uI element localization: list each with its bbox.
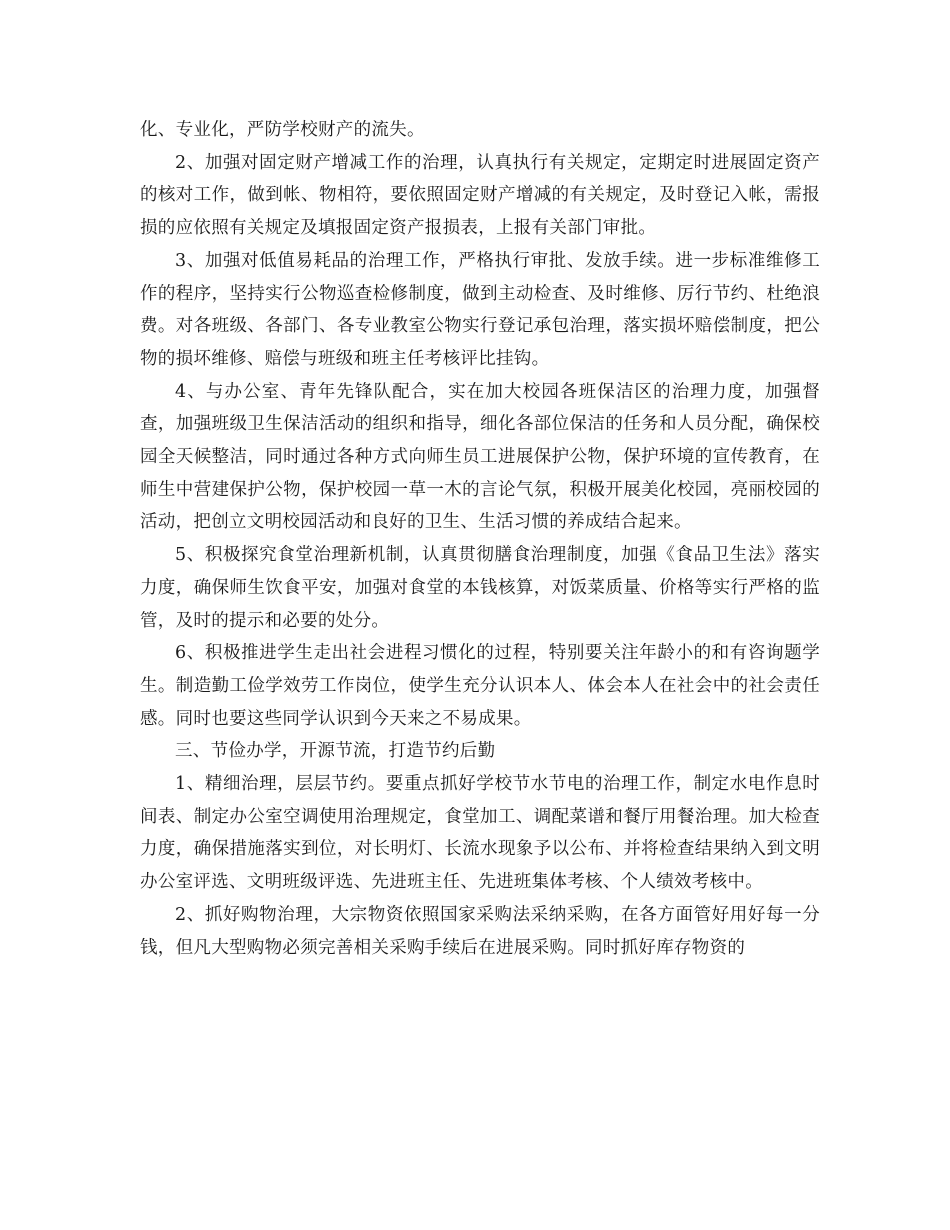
paragraph-student-work: 6、积极推进学生走出社会进程习惯化的过程，特别要关注年龄小的和有咨询题学生。制造勤工俭学效劳工作岗位，使学生充分认识本人、体会本人在社会中的社会责任感。同时也要这些同学认识到今天来之不易成果。 [140,643,820,729]
paragraph-consumables: 3、加强对低值易耗品的治理工作，严格执行审批、发放手续。进一步标准维修工作的程序，坚持实行公物巡查检修制度，做到主动检查、及时维修、厉行节约、杜绝浪费。对各班级、各部门、各专业教室公物实行登记承包治理，落实损坏赔偿制度，把公物的损坏维修、赔偿与班级和班主任考核评比挂钩。 [140,250,820,369]
paragraph-fine-management: 1、精细治理，层层节约。要重点抓好学校节水节电的治理工作，制定水电作息时间表、制定办公室空调使用治理规定，食堂加工、调配菜谱和餐厅用餐治理。加大检查力度，确保措施落实到位，对长明灯、长流水现象予以公布、并将检查结果纳入到文明办公室评选、文明班级评选、先进班主任、先进班集体考核、个人绩效考核中。 [140,774,820,893]
paragraph-continuation: 化、专业化，严防学校财产的流失。 [140,120,425,140]
document-body [140,114,820,964]
paragraph-canteen: 5、积极探究食堂治理新机制，认真贯彻膳食治理制度，加强《食品卫生法》落实力度，确保师生饮食平安，加强对食堂的本钱核算，对饭菜质量、价格等实行严格的监管，及时的提示和必要的处分。 [140,545,820,631]
paragraph-procurement: 2、抓好购物治理，大宗物资依照国家采购法采纳采购，在各方面管好用好每一分钱，但凡大型购物必须完善相关采购手续后在进展采购。同时抓好库存物资的 [140,904,820,958]
paragraph-fixed-assets: 2、加强对固定财产增减工作的治理，认真执行有关规定，定期定时进展固定资产的核对工作，做到帐、物相符，要依照固定财产增减的有关规定，及时登记入帐，需报损的应依照有关规定及填报固定资产报损表，上报有关部门审批。 [140,152,820,239]
paragraph-campus-cleaning: 4、与办公室、青年先锋队配合，实在加大校园各班保洁区的治理力度，加强督查，加强班级卫生保洁活动的组织和指导，细化各部位保洁的任务和人员分配，确保校园全天候整洁，同时通过各种方式向师生员工进展保护公物，保护环境的宣传教育，在师生中营建保护公物，保护校园一草一木的言论气氛，积极开展美化校园，亮丽校园的活动，把创立文明校园活动和良好的卫生、生活习惯的养成结合起来。 [140,381,820,533]
section-heading-frugality: 三、节俭办学，开源节流，打造节约后勤 [175,741,496,762]
